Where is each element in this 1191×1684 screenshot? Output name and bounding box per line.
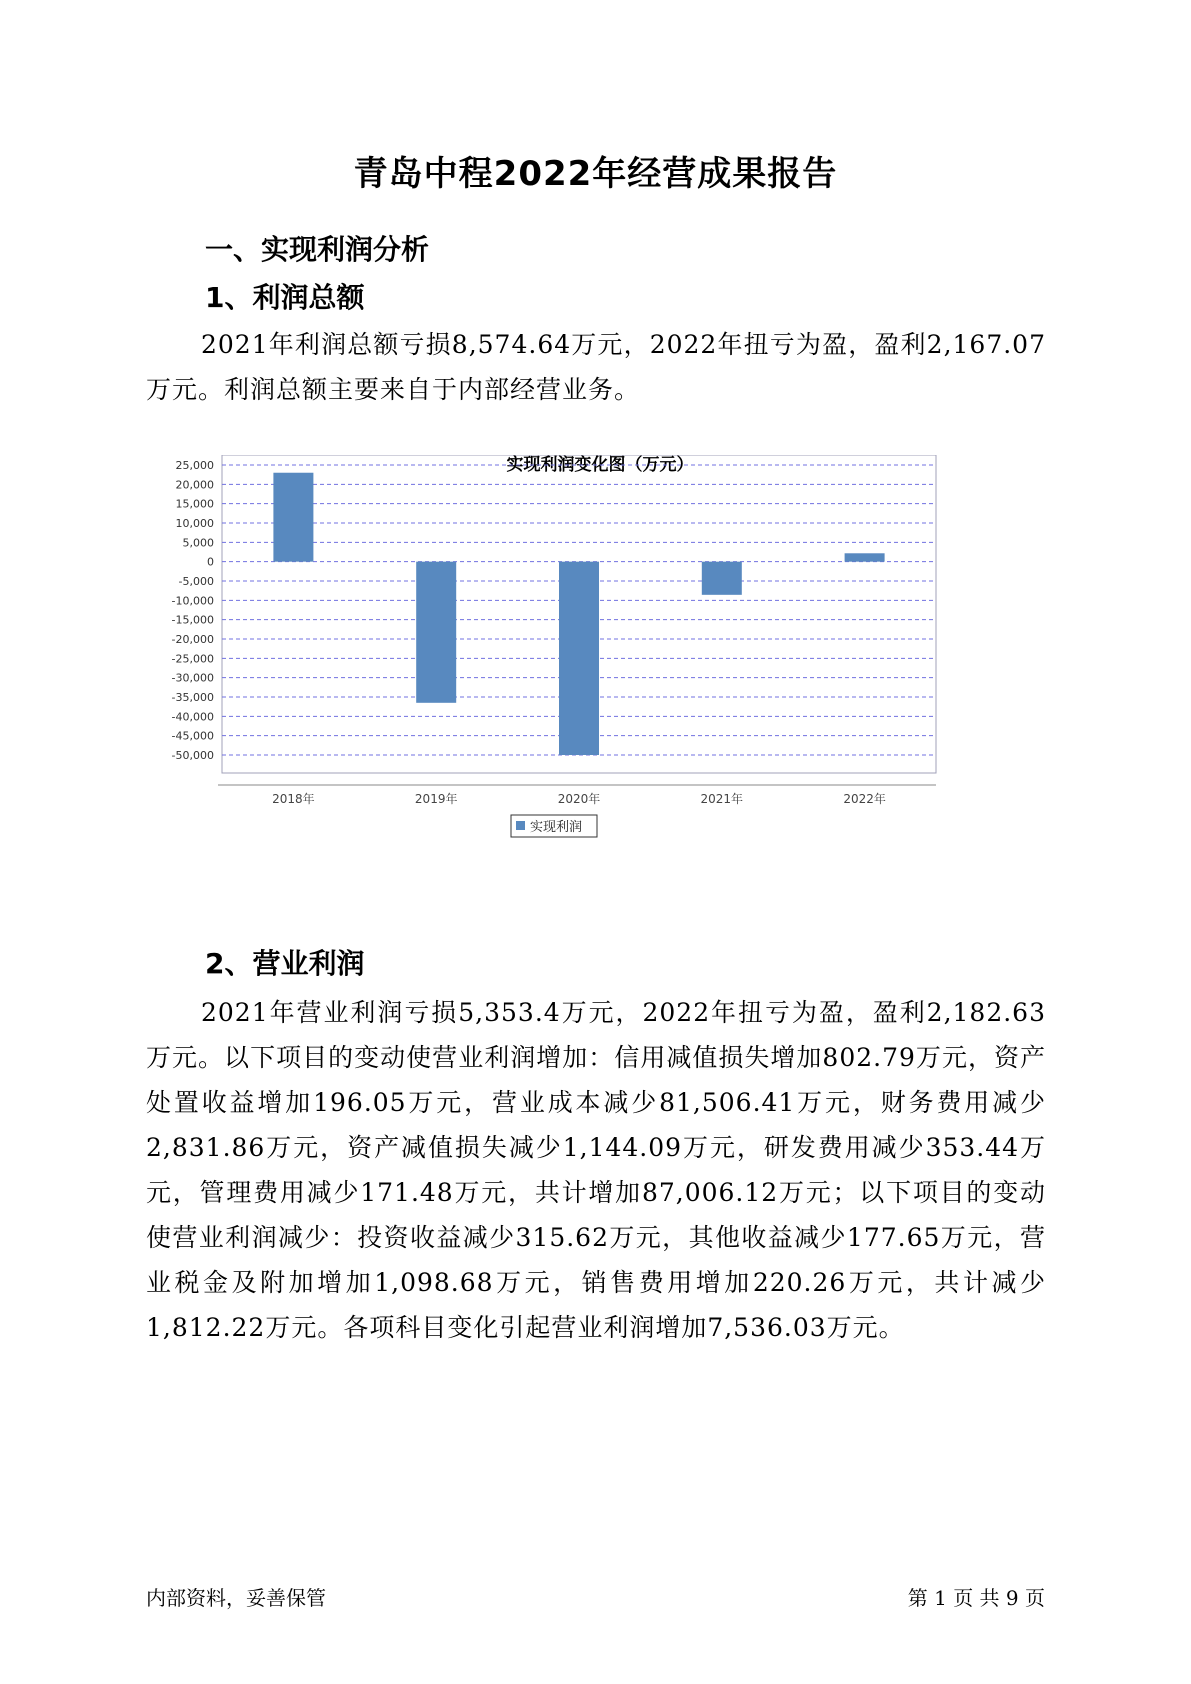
- y-tick-label: -5,000: [178, 575, 214, 588]
- section-heading-total-profit: 1、利润总额: [205, 281, 365, 314]
- y-tick-label: -35,000: [171, 691, 214, 704]
- paragraph-operating-profit: 2021年营业利润亏损5,353.4万元，2022年扭亏为盈，盈利2,182.63万元。以下项目的变动使营业利润增加：信用减值损失增加802.79万元，资产处置收益增加196.05万元，营业成本减少81,506.41万元，财务费用减少2,831.86万元，资产减值损失减少1,144.09万元，研发费用减少353.44万元，管理费用减少171.48万元，共计增加87,006.12万元；以下项目的变动使营业利润减少：投资收益减少315.62万元，其他收益减少177.65万元，营业税金及附加增加1,098.68万元，销售费用增加220.26万元，共计减少1,812.22万元。各项科目变化引起营业利润增加7,536.03万元。: [146, 998, 1046, 1342]
- x-tick-label: 2020年: [557, 792, 601, 806]
- profit-bar-chart: [160, 455, 1030, 910]
- x-tick-label: 2022年: [843, 792, 886, 806]
- y-tick-label: -25,000: [171, 652, 214, 666]
- legend-label: 实现利润: [530, 820, 583, 835]
- y-tick-label: 15,000: [175, 497, 214, 511]
- legend-swatch: [516, 821, 525, 830]
- y-tick-label: 25,000: [175, 459, 214, 472]
- bar-2018年: [273, 473, 313, 562]
- y-tick-label: -15,000: [171, 613, 214, 627]
- bar-2021年: [702, 562, 742, 595]
- section-heading-profit-analysis: 一、实现利润分析: [205, 233, 430, 266]
- y-tick-label: 5,000: [182, 536, 214, 550]
- x-tick-label: 2021年: [700, 792, 744, 806]
- paragraph-total-profit: 2021年利润总额亏损8,574.64万元，2022年扭亏为盈，盈利2,167.07万元。利润总额主要来自于内部经营业务。: [146, 330, 1046, 404]
- x-tick-label: 2018年: [272, 792, 315, 806]
- footer-confidential-note: 内部资料，妥善保管: [146, 1586, 326, 1610]
- page-title: 青岛中程2022年经营成果报告: [353, 154, 838, 194]
- bar-2020年: [559, 562, 599, 755]
- bar-2022年: [845, 553, 885, 561]
- y-tick-label: -45,000: [171, 729, 214, 743]
- y-tick-label: -10,000: [171, 594, 214, 608]
- y-tick-label: 0: [207, 555, 214, 569]
- y-tick-label: 10,000: [175, 517, 214, 530]
- chart-title: 实现利润变化图（万元）: [506, 455, 694, 475]
- section-heading-operating-profit: 2、营业利润: [205, 947, 365, 980]
- x-tick-label: 2019年: [414, 792, 458, 806]
- y-tick-label: -50,000: [171, 749, 214, 762]
- bar-2019年: [416, 562, 456, 703]
- y-tick-label: -30,000: [171, 671, 214, 685]
- footer-page-number: 第 1 页 共 9 页: [907, 1586, 1045, 1610]
- y-tick-label: 20,000: [175, 478, 214, 492]
- y-tick-label: -20,000: [171, 633, 214, 646]
- y-tick-label: -40,000: [171, 710, 214, 724]
